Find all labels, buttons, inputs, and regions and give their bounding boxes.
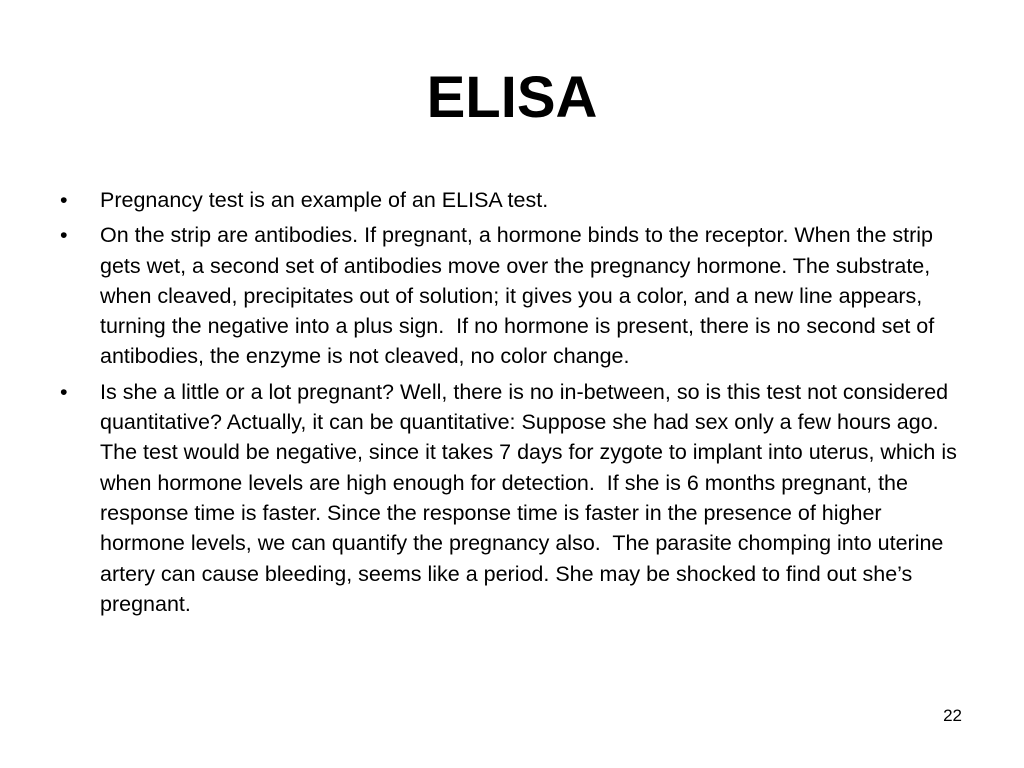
bullet-marker: •: [60, 223, 68, 248]
bullet-text: Is she a little or a lot pregnant? Well, there is no in-between, so is this test not considered quantitative? Actually, it can be quantitative: Suppose she had sex only a few hours ago. The test would be negative, since it takes 7 days for zygote to implant into uterus, which is when hormone levels are high enough for detection. If she is 6 months pregnant, the response time is faster. Since the response time is faster in the presence of higher hormone levels, we can quantify the pregnancy also. The parasite chomping into uterine artery can cause bleeding, seems like a period. She may be shocked to find out she’s pregnant.: [100, 379, 963, 616]
bullet-list: [60, 185, 970, 624]
bullet-item: [60, 377, 970, 619]
slide-page-number: 22: [943, 706, 962, 725]
bullet-item: [60, 185, 970, 215]
bullet-text: Pregnancy test is an example of an ELISA test.: [100, 188, 549, 212]
bullet-item: [60, 220, 970, 371]
bullet-text: On the strip are antibodies. If pregnant, a hormone binds to the receptor. When the strip gets wet, a second set of antibodies move over the pregnancy hormone. The substrate, when cleaved, precipitates out of solution; it gives you a color, and a new line appears, turning the negative into a plus sign. If no hormone is present, there is no second set of antibodies, the enzyme is not cleaved, no color change.: [100, 223, 941, 369]
slide-title: ELISA: [426, 65, 598, 130]
bullet-marker: •: [60, 188, 68, 212]
bullet-marker: •: [60, 379, 68, 404]
